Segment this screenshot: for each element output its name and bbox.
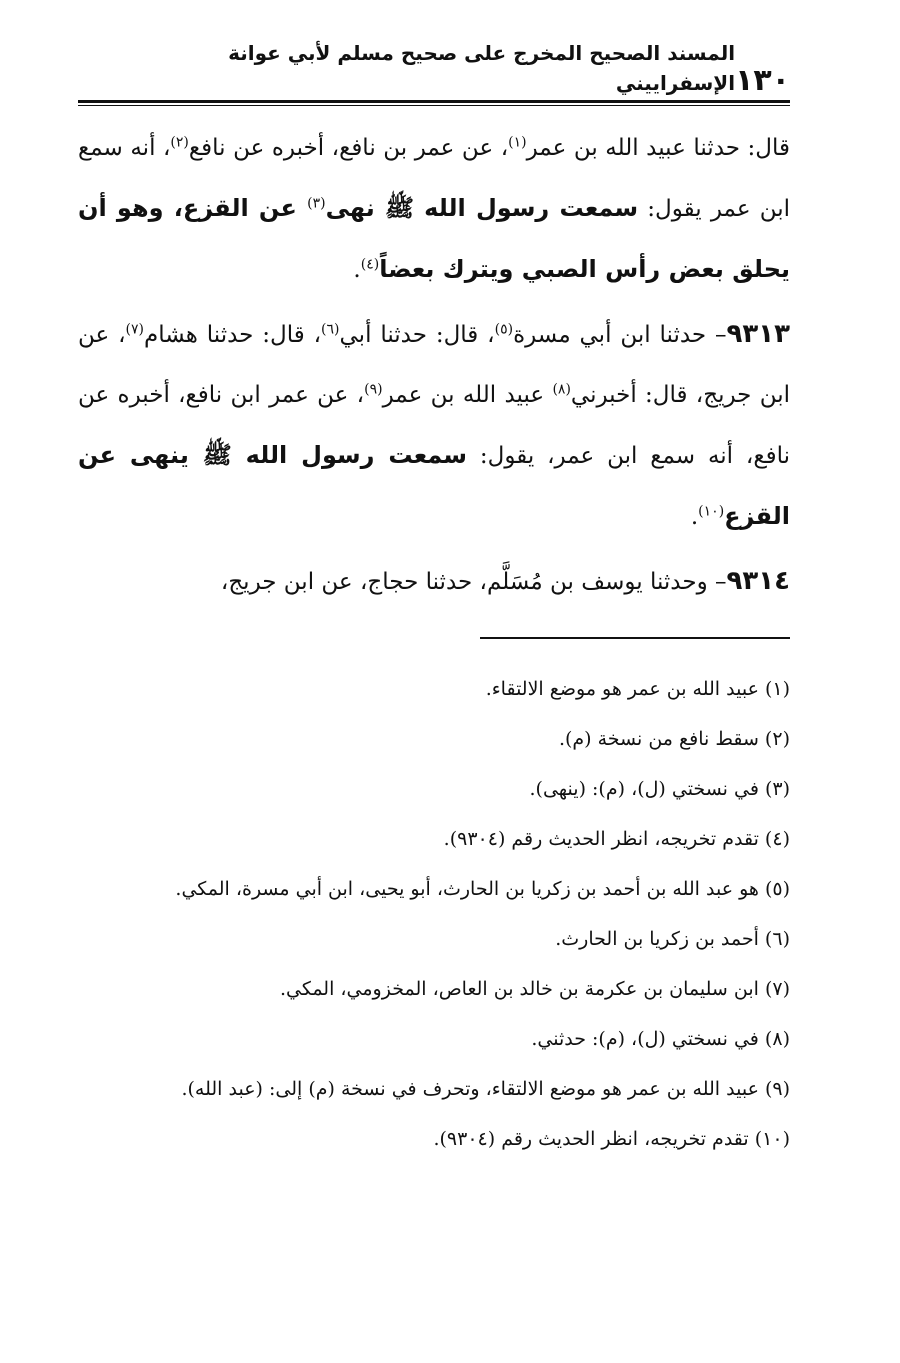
- main-text: [78, 118, 790, 612]
- footnotes: [78, 664, 790, 1164]
- footnote-marker: (٨): [552, 381, 571, 398]
- hadith-number: ٩٣١٣: [726, 319, 790, 349]
- footnote-marker: (٢): [170, 134, 189, 151]
- header-rule-thin: [78, 105, 790, 106]
- text-segment: ، أنه سمع ابن عمر يقول:: [78, 135, 791, 222]
- page-number: ١٣٠: [735, 63, 790, 98]
- footnote: (٢) سقط نافع من نسخة (م).: [558, 728, 790, 750]
- footnote-marker: (٧): [125, 321, 144, 338]
- footnote-marker: (٤): [360, 256, 380, 273]
- paragraph-2: [78, 304, 790, 547]
- footnote: (٣) في نسختي (ل)، (م): (ينهى).: [529, 778, 790, 800]
- text-segment: – حدثنا ابن أبي مسرة: [513, 322, 727, 348]
- footnote: (٩) عبيد الله بن عمر هو موضع الالتقاء، وتحرف في نسخة (م) إلى: (عبد الله).: [181, 1078, 790, 1100]
- text-segment: ، عن ابن جريج، قال: أخبرني: [78, 322, 790, 408]
- text-segment: .: [353, 257, 361, 283]
- footnote: (٦) أحمد بن زكريا بن الحارث.: [555, 928, 790, 950]
- hadith-text: سمعت رسول الله ﷺ ينهى عن القزع: [78, 441, 790, 530]
- running-title: المسند الصحيح المخرج على صحيح مسلم لأبي عوانة الإسفراييني: [228, 41, 736, 95]
- footnote-marker: (٥): [494, 321, 514, 338]
- footnote: (٥) هو عبد الله بن أحمد بن زكريا بن الحارث، أبو يحيى، ابن أبي مسرة، المكي.: [175, 878, 790, 900]
- footnote-marker: (١): [508, 134, 527, 151]
- footnote-marker: (٦): [321, 321, 340, 338]
- text-segment: .: [690, 504, 699, 530]
- footnote-marker: (٩): [364, 381, 383, 398]
- footnote: (٨) في نسختي (ل)، (م): حدثني.: [531, 1028, 790, 1050]
- text-segment: ، عن عمر ابن نافع، أخبره عن نافع، أنه سمع ابن عمر، يقول:: [78, 382, 791, 469]
- footnote-marker: (٣): [307, 195, 326, 212]
- footnote: (١٠) تقدم تخريجه، انظر الحديث رقم (٩٣٠٤).: [433, 1128, 790, 1150]
- footnote: (١) عبيد الله بن عمر هو موضع الالتقاء.: [485, 678, 790, 700]
- paragraph-3: [78, 551, 790, 612]
- hadith-text: عن القزع، وهو أن يحلق بعض رأس الصبي ويترك بعضاً: [78, 194, 790, 283]
- text-segment: قال: حدثنا عبيد الله بن عمر: [526, 135, 790, 161]
- footnote-separator: [480, 637, 790, 639]
- footnote: (٧) ابن سليمان بن عكرمة بن خالد بن العاص، المخزومي، المكي.: [279, 978, 790, 1000]
- text-segment: – وحدثنا يوسف بن مُسَلَّم، حدثنا حجاج، عن ابن جريج،: [220, 569, 727, 595]
- hadith-text: سمعت رسول الله ﷺ نهى: [325, 194, 639, 222]
- text-segment: ، قال: حدثنا أبي: [339, 322, 495, 348]
- footnote-marker: (١٠): [698, 503, 725, 520]
- text-segment: ، عن عمر بن نافع، أخبره عن نافع: [188, 135, 509, 161]
- text-segment: ، قال: حدثنا هشام: [144, 322, 322, 348]
- text-segment: عبيد الله بن عمر: [382, 382, 553, 408]
- running-header: [78, 41, 790, 98]
- footnote: (٤) تقدم تخريجه، انظر الحديث رقم (٩٣٠٤).: [443, 828, 790, 850]
- paragraph-1: [78, 118, 790, 300]
- hadith-number: ٩٣١٤: [726, 566, 790, 596]
- header-rule: [78, 100, 790, 103]
